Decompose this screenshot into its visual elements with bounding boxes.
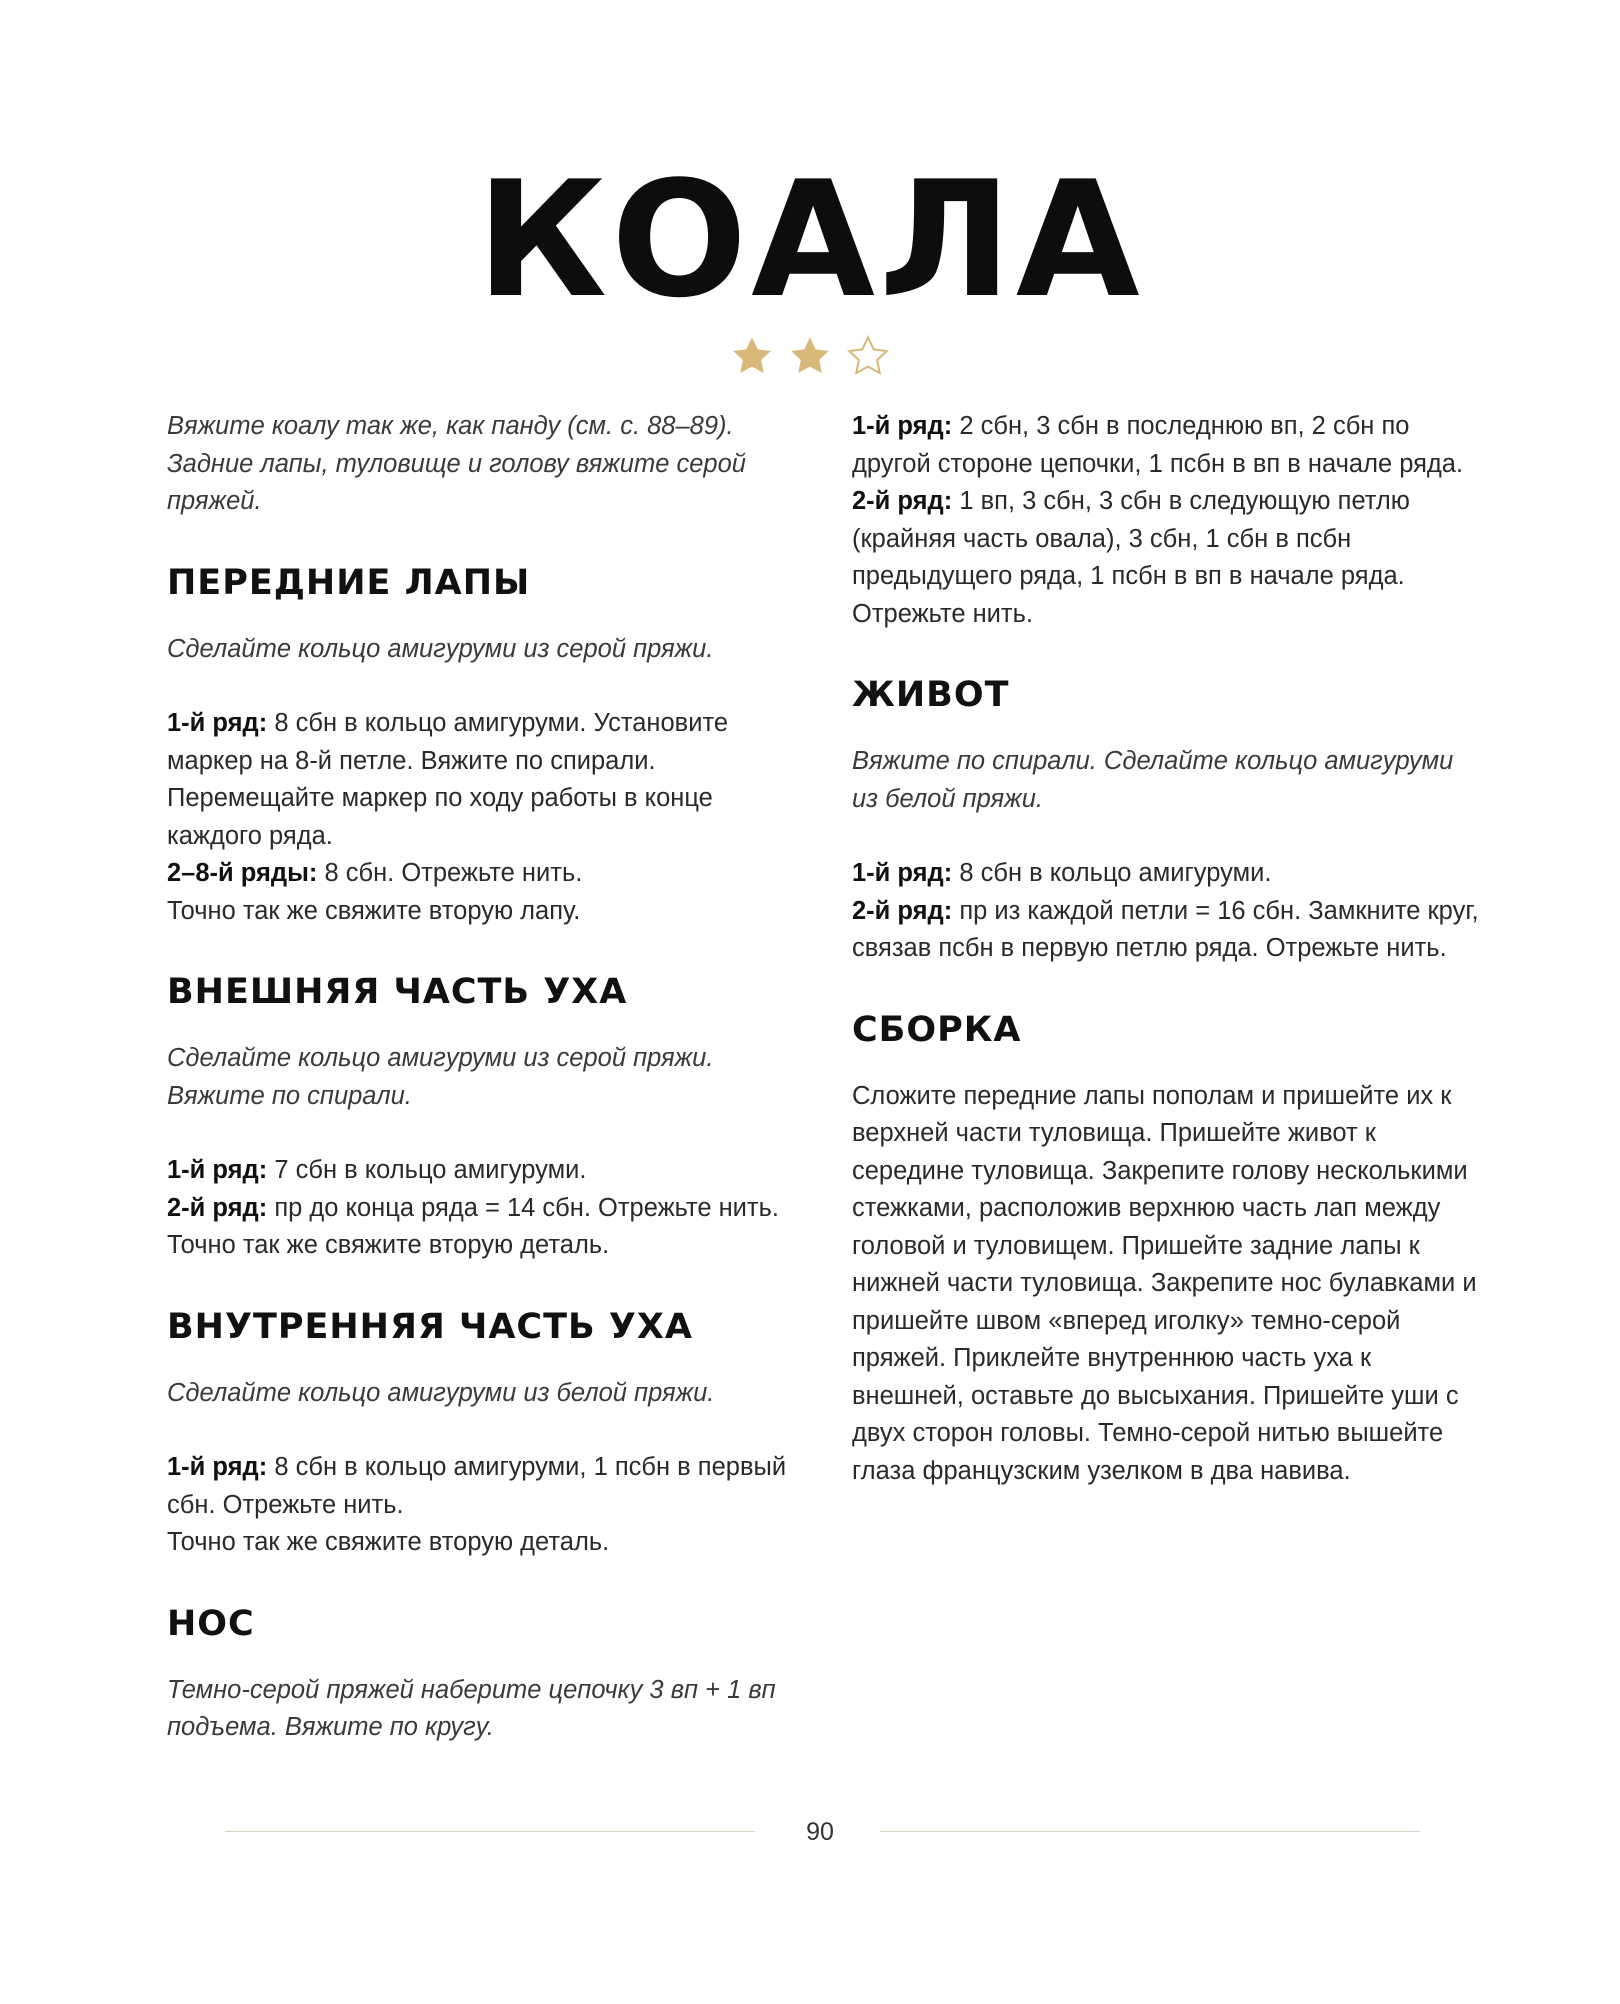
row-text: пр до конца ряда = 14 сбн. Отрежьте нить.: [267, 1193, 779, 1222]
section-heading-inner-ear: ВНУТРЕННЯЯ ЧАСТЬ УХА: [167, 1306, 693, 1347]
row-label: 2-й ряд:: [852, 487, 953, 515]
section-heading-nose: НОС: [167, 1603, 255, 1644]
section-note: Точно так же свяжите вторую деталь.: [167, 1231, 610, 1259]
section-intro: Сделайте кольцо амигуруми из серой пряжи.: [167, 634, 714, 663]
assembly-text: Сложите передние лапы пополам и пришейте их к верхней части туловища. Пришейте живот к середине туловища. Закрепите голову несколькими стежками, расположив верхнюю часть лап между головой и туловищем. Пришейте задние лапы к нижней части туловища. Закрепите нос булавками и пришейте швом «вперед иголку» темно-серой пряжей. Приклейте внутреннюю часть уха к внешней, оставьте до высыхания. Пришейте уши с двух сторон головы. Темно-серой нитью вышейте глаза французским узелком в два навива.: [852, 1081, 1477, 1485]
row-text: 1 вп, 3 сбн, 3 сбн в следующую петлю (крайняя часть овала), 3 сбн, 1 сбн в псбн предыдущего ряда, 1 псбн в вп в начале ряда. Отрежьте нить.: [852, 487, 1410, 628]
pattern-row: [852, 855, 1482, 893]
section-heading-outer-ear: ВНЕШНЯЯ ЧАСТЬ УХА: [167, 972, 628, 1012]
row-label: 2-й ряд:: [167, 1193, 268, 1222]
star-filled-icon: [730, 334, 774, 378]
difficulty-rating: [0, 334, 1620, 378]
pattern-intro: Вяжите коалу так же, как панду (см. с. 88–89). Задние лапы, туловище и голову вяжите серой пряжей.: [167, 412, 746, 515]
row-text: 8 сбн в кольцо амигуруми. Установите маркер на 8-й петле. Вяжите по спирали. Перемещайте маркер по ходу работы в конце каждого ряда.: [167, 709, 729, 850]
pattern-row: [167, 705, 792, 855]
row-label: 1-й ряд:: [852, 412, 953, 440]
pattern-row: [167, 1190, 792, 1228]
pattern-row: [852, 893, 1482, 968]
pattern-row: [852, 483, 1482, 633]
row-text: 2 сбн, 3 сбн в последнюю вп, 2 сбн по другой стороне цепочки, 1 псбн в вп в начале ряда.: [852, 412, 1464, 478]
section-intro: Вяжите по спирали. Сделайте кольцо амигуруми из белой пряжи.: [852, 747, 1454, 813]
row-label: 1-й ряд:: [167, 709, 268, 737]
row-label: 1-й ряд:: [852, 859, 953, 887]
row-label: 1-й ряд:: [167, 1156, 268, 1184]
row-text: 7 сбн в кольцо амигуруми.: [267, 1156, 587, 1184]
pattern-row: [852, 408, 1482, 483]
section-intro: Сделайте кольцо амигуруми из серой пряжи. Вяжите по спирали.: [167, 1044, 714, 1110]
row-text: пр из каждой петли = 16 сбн. Замкните круг, связав псбн в первую петлю ряда. Отрежьте нить.: [852, 896, 1479, 962]
section-heading-assembly: СБОРКА: [852, 1009, 1022, 1050]
star-filled-icon: [788, 334, 832, 378]
section-heading-belly: ЖИВОТ: [852, 675, 1010, 715]
left-column: [167, 408, 792, 1747]
row-text: 8 сбн в кольцо амигуруми, 1 псбн в первый сбн. Отрежьте нить.: [167, 1453, 787, 1519]
right-column: [852, 408, 1482, 1490]
section-heading-front-paws: ПЕРЕДНИЕ ЛАПЫ: [167, 562, 531, 603]
row-label: 2–8-й ряды:: [167, 859, 318, 887]
star-empty-icon: [846, 334, 890, 378]
section-note: Точно так же свяжите вторую лапу.: [167, 896, 581, 925]
page-number: 90: [806, 1818, 834, 1846]
footer-rule-left: [225, 1831, 755, 1832]
footer-rule-right: [880, 1831, 1420, 1832]
row-text: 8 сбн в кольцо амигуруми.: [952, 859, 1272, 887]
pattern-row: [167, 855, 792, 893]
section-intro: Темно-серой пряжей наберите цепочку 3 вп + 1 вп подъема. Вяжите по кругу.: [167, 1675, 776, 1741]
row-text: 8 сбн. Отрежьте нить.: [317, 859, 583, 887]
page-footer: [0, 1812, 1620, 1852]
pattern-row: [167, 1152, 792, 1190]
pattern-row: [167, 1449, 792, 1524]
page-title: КОАЛА: [476, 146, 1144, 333]
section-intro: Сделайте кольцо амигуруми из белой пряжи.: [167, 1378, 715, 1407]
section-note: Точно так же свяжите вторую деталь.: [167, 1528, 610, 1556]
row-label: 1-й ряд:: [167, 1453, 268, 1481]
row-label: 2-й ряд:: [852, 896, 953, 925]
